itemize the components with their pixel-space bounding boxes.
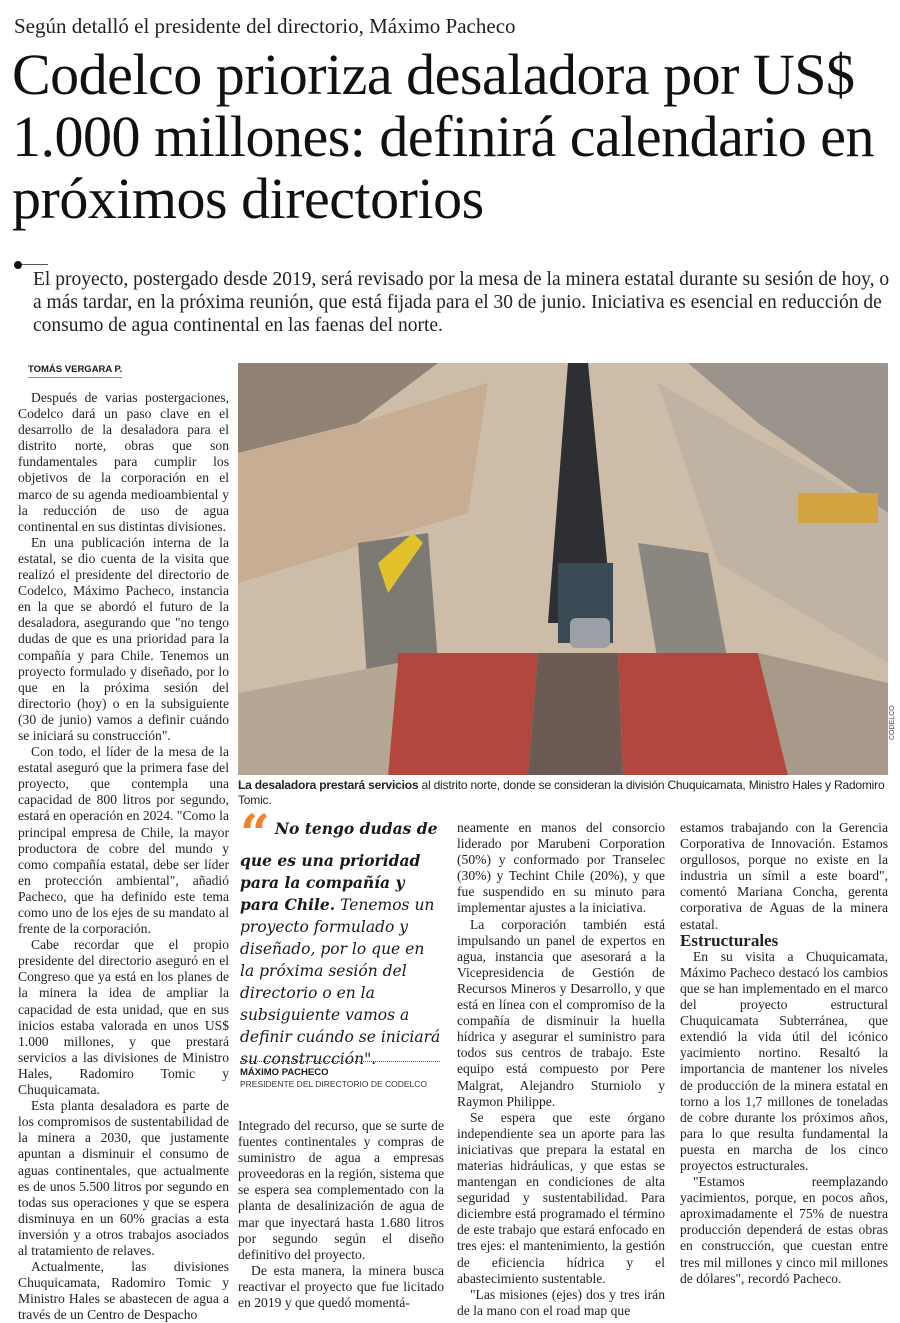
byline: TOMÁS VERGARA P. <box>28 364 122 378</box>
photo-credit: CODELCO <box>889 705 896 740</box>
paragraph: Se espera que este órgano independiente sea un aporte para las iniciativas que prepara la estatal en materias hidráulicas, y que estas se mantengan en condiciones de alta seguridad y sustentabilidad. Para diciembre está programado el término de este trabajo que estará enfocado en tres ejes: el mantenimiento, la gestión de eficiencia hídrica y el abastecimiento sustentable. <box>457 1109 665 1286</box>
paragraph: Con todo, el líder de la mesa de la estatal aseguró que la primera fase del proyecto, que contempla una capacidad de 800 litros por segundo, estará en operación en 2024. "Como la principal empresa de Chile, la mayor productora de cobre del mundo y como compañía estatal, debe ser líder en protección ambiental", añadió Pacheco, que ha definido este tema como uno de los ejes de su mandato al frente de la corporación. <box>18 744 229 937</box>
paragraph: En una publicación interna de la estatal, se dio cuenta de la visita que realizó el presidente del directorio de Codelco, Máximo Pacheco, instancia en la que se abordó el futuro de la desaladora, asegurando que "no tengo dudas de que es una prioridad para la compañía y para Chile. Tenemos un proyecto formulado y diseñado, por lo que en la próxima sesión del directorio (hoy) o en la subsiguiente (30 de junio) vamos a definir cuándo se iniciará su construcción". <box>18 534 229 743</box>
quote-text: Tenemos un proyecto formulado y diseñado, por lo que en la próxima sesión del directorio o en la subsiguiente vamos a definir cuándo se iniciará su construcción". <box>240 896 441 1068</box>
paragraph: estamos trabajando con la Gerencia Corporativa de Innovación. Estamos orgullosos, porque no existe en la industria un símil a este board", comentó Mariana Concha, gerenta corporativa de Aguas de la minera estatal. <box>680 820 888 932</box>
column-4 <box>680 820 888 1287</box>
paragraph: Esta planta desaladora es parte de los compromisos de sustentabilidad de la minera a 2030, que justamente apuntan a disminuir el consumo de aguas continentales, que actualmente es de unos 5.500 litros por segundo en todas sus operaciones y que se espera disminuya en un 60% gracias a esta inversión y a otros trabajos asociados al tratamiento de relaves. <box>18 1098 229 1258</box>
divider <box>22 264 48 265</box>
photo-caption <box>238 778 888 808</box>
column-3 <box>457 820 665 1319</box>
deck: El proyecto, postergado desde 2019, será revisado por la mesa de la minera estatal durante su sesión de hoy, o a más tardar, en la próxima reunión, que está fijada para el 30 de junio. Iniciativa es esencial en reducción de consumo de agua continental en las faenas del norte. <box>33 269 890 336</box>
paragraph: "Las misiones (ejes) dos y tres irán de la mano con el road map que <box>457 1286 665 1318</box>
photo-illustration <box>238 363 888 775</box>
quote-lead: No tengo dudas de que es una prioridad para la compañía y para Chile. <box>240 819 438 914</box>
paragraph: Integrado del recurso, que se surte de fuentes continentales y compras de suministro de agua a empresas proveedoras en la región, sistema que se espera sea complementado con la planta de desalinización de agua de mar que inyectará hasta 1.680 litros por segundo según el diseño definitivo del proyecto. <box>238 1118 444 1262</box>
bullet-dot <box>14 261 22 269</box>
quote-author: MÁXIMO PACHECO <box>240 1067 329 1078</box>
column-1 <box>18 390 229 1323</box>
paragraph: De esta manera, la minera busca reactivar el proyecto que fue licitado en 2019 y que quedó momentá- <box>238 1262 444 1311</box>
quote-author-role: PRESIDENTE DEL DIRECTORIO DE CODELCO <box>240 1079 428 1089</box>
kicker: Según detalló el presidente del directorio, Máximo Pacheco <box>14 14 516 38</box>
quote-divider <box>240 1061 440 1062</box>
paragraph: Actualmente, las divisiones Chuquicamata, Radomiro Tomic y Ministro Hales se abastecen de agua a través de un Centro de Despacho <box>18 1259 229 1323</box>
caption-text: al distrito norte, donde se consideran la división Chuquicamata, Ministro Hales y Radomiro Tomic. <box>238 778 885 807</box>
paragraph: En su visita a Chuquicamata, Máximo Pacheco destacó los cambios que se han implementado en el marco del proyecto estructural Chuquicamata Subterránea, que extendió la vida útil del icónico yacimiento nortino. Resaltó la importancia de mantener los niveles de producción de la minera estatal en torno a los 1,7 millones de toneladas de cobre durante los próximos años, para lo que resulta fundamental la puesta en marcha de los cinco proyectos estructurales. <box>680 948 888 1173</box>
headline: Codelco prioriza desaladora por US$ 1.000 millones: definirá calendario en próximos directorios <box>12 42 874 231</box>
caption-lead: La desaladora prestará servicios <box>238 778 419 792</box>
pull-quote <box>240 804 442 1070</box>
column-2 <box>238 1118 444 1311</box>
paragraph: Cabe recordar que el propio presidente del directorio aseguró en el Congreso que ya está en los planes de la minera la idea de ampliar la capacidad de esta unidad, que en sus inicios estaba valorada en unos US$ 1.000 millones, y que prestará servicios a las divisiones de Ministro Hales, Radomiro Tomic y Chuquicamata. <box>18 937 229 1098</box>
photo-desalination-plant <box>238 363 888 775</box>
paragraph: neamente en manos del consorcio liderado por Marubeni Corporation (50%) y conformado por Transelec (30%) y Techint Chile (20%), y que fue suspendido en su minuto para implementar ajustes a la iniciativa. <box>457 820 665 916</box>
paragraph: La corporación también está impulsando un panel de expertos en agua, instancia que asesorará a la Vicepresidencia de Gestión de Recursos Mineros y Desarrollo, y que está en línea con el compromiso de la compañía de disminuir la huella hídrica y asegurar el suministro para todos sus centros de trabajo. Este equipo está compuesto por Pere Malgrat, Alejandro Sturniolo y Raymon Philippe. <box>457 916 665 1109</box>
paragraph: Después de varias postergaciones, Codelco dará un paso clave en el desarrollo de la desaladora para el distrito norte, obras que son fundamentales para cumplir los objetivos de la corporación en el marco de su agenda medioambiental y la reducción de uso de agua continental en sus distintas divisiones. <box>18 390 229 534</box>
quote-mark-icon: “ <box>240 804 270 865</box>
subheading: Estructurales <box>680 930 779 950</box>
paragraph: "Estamos reemplazando yacimientos, porque, en pocos años, aproximadamente el 75% de nuestra producción dependerá de estas obras en construcción, que cuestan entre tres mil millones y cinco mil millones de dólares", recordó Pacheco. <box>680 1174 888 1286</box>
